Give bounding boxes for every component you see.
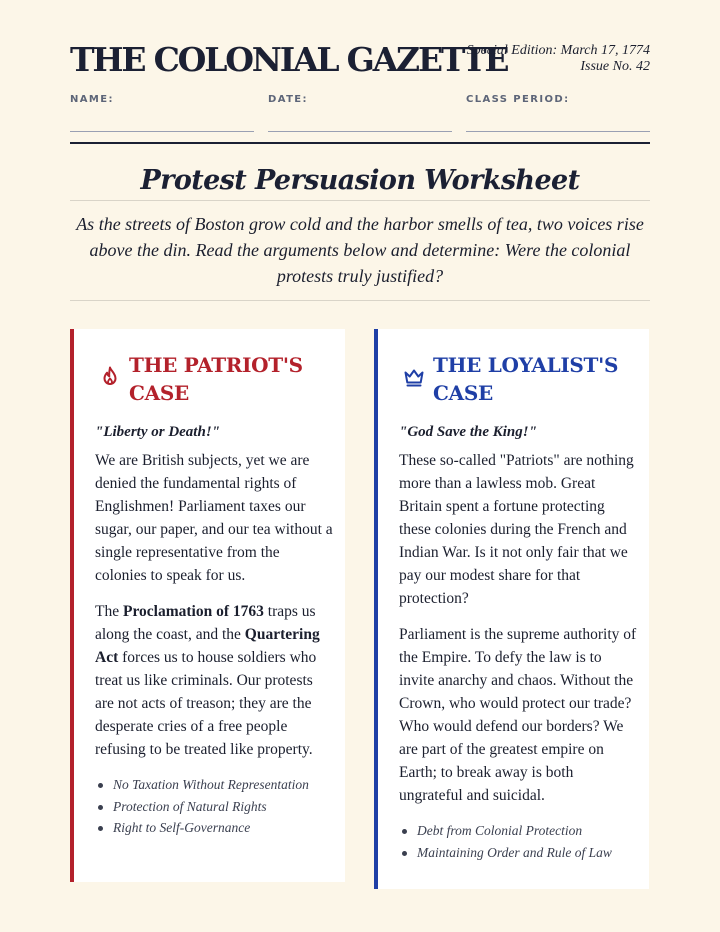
list-item: Protection of Natural Rights [95, 796, 335, 818]
name-line [70, 131, 254, 132]
patriot-title-line2: CASE [129, 381, 189, 405]
loyalist-card-title [433, 351, 618, 407]
intro-text: As the streets of Boston grow cold and the harbor smells of tea, two voices rise above the din. Read the arguments below and determine: Were the colonial protests truly justified? [76, 214, 644, 286]
proclamation-1763-term: Proclamation of 1763 [122, 603, 264, 620]
date-field[interactable] [268, 94, 452, 132]
intro-top-divider [70, 200, 650, 201]
intro-bottom-divider [70, 300, 650, 301]
patriot-paragraph-1: We are British subjects, yet we are denied the fundamental rights of Englishmen! Parliament taxes our sugar, our paper, and our tea without a single representative from the colonies to speak for us. [95, 452, 333, 584]
date-label: DATE: [268, 94, 308, 105]
text-span: The [95, 603, 123, 620]
class-period-line [466, 131, 650, 132]
class-period-label: CLASS PERIOD: [466, 94, 570, 105]
edition-date: Special Edition: March 17, 1774 [466, 43, 650, 58]
masthead [70, 40, 650, 80]
patriot-title-line1: THE PATRIOT'S [129, 353, 303, 377]
list-item: Debt from Colonial Protection [399, 820, 639, 842]
list-item: Maintaining Order and Rule of Law [399, 842, 639, 864]
loyalist-key-points [399, 820, 639, 863]
crown-icon [402, 365, 426, 389]
edition-info [467, 43, 650, 75]
patriot-paragraph-2 [95, 600, 335, 761]
newspaper-title: THE COLONIAL GAZETTE [70, 40, 508, 79]
issue-number: Issue No. 42 [580, 59, 650, 74]
name-label: NAME: [70, 94, 114, 105]
loyalist-card-header [398, 351, 643, 407]
class-period-field[interactable] [466, 94, 650, 132]
patriot-card-title [129, 351, 303, 407]
text-span: traps us along the coast, and the [95, 603, 316, 643]
patriot-card-header [94, 351, 339, 407]
patriot-case-card [70, 329, 345, 882]
worksheet-title: Protest Persuasion Worksheet [140, 165, 580, 196]
text-span: forces us to house soldiers who treat us like criminals. Our protests are not acts of treason; they are the desperate cries of a free people refusing to be treated like property. [95, 649, 317, 758]
loyalist-motto: "God Save the King!" [399, 424, 537, 440]
quartering-act-term: Quartering Act [95, 626, 320, 666]
date-line [268, 131, 452, 132]
student-info-fields [70, 94, 650, 134]
header-divider [70, 142, 650, 144]
patriot-argument [95, 449, 335, 839]
loyalist-argument [399, 449, 639, 863]
patriot-key-points [95, 774, 335, 839]
worksheet-page [70, 0, 650, 932]
list-item: No Taxation Without Representation [95, 774, 335, 796]
loyalist-paragraph-2: Parliament is the supreme authority of the Empire. To defy the law is to invite anarchy and chaos. Without the Crown, who would protect our trade? Who would defend our borders? We are part of the greatest empire on Earth; to break away is both ungrateful and suicidal. [399, 626, 637, 804]
list-item: Right to Self-Governance [95, 817, 335, 839]
loyalist-title-line2: CASE [433, 381, 493, 405]
patriot-motto: "Liberty or Death!" [95, 424, 220, 440]
loyalist-case-card [374, 329, 649, 889]
name-field[interactable] [70, 94, 254, 132]
loyalist-title-line1: THE LOYALIST'S [433, 353, 619, 377]
loyalist-paragraph-1: These so-called "Patriots" are nothing more than a lawless mob. Great Britain spent a fortune protecting these colonies during the French and Indian War. Is it not only fair that we pay our modest share for that protection? [399, 452, 634, 607]
flame-icon [98, 365, 122, 389]
